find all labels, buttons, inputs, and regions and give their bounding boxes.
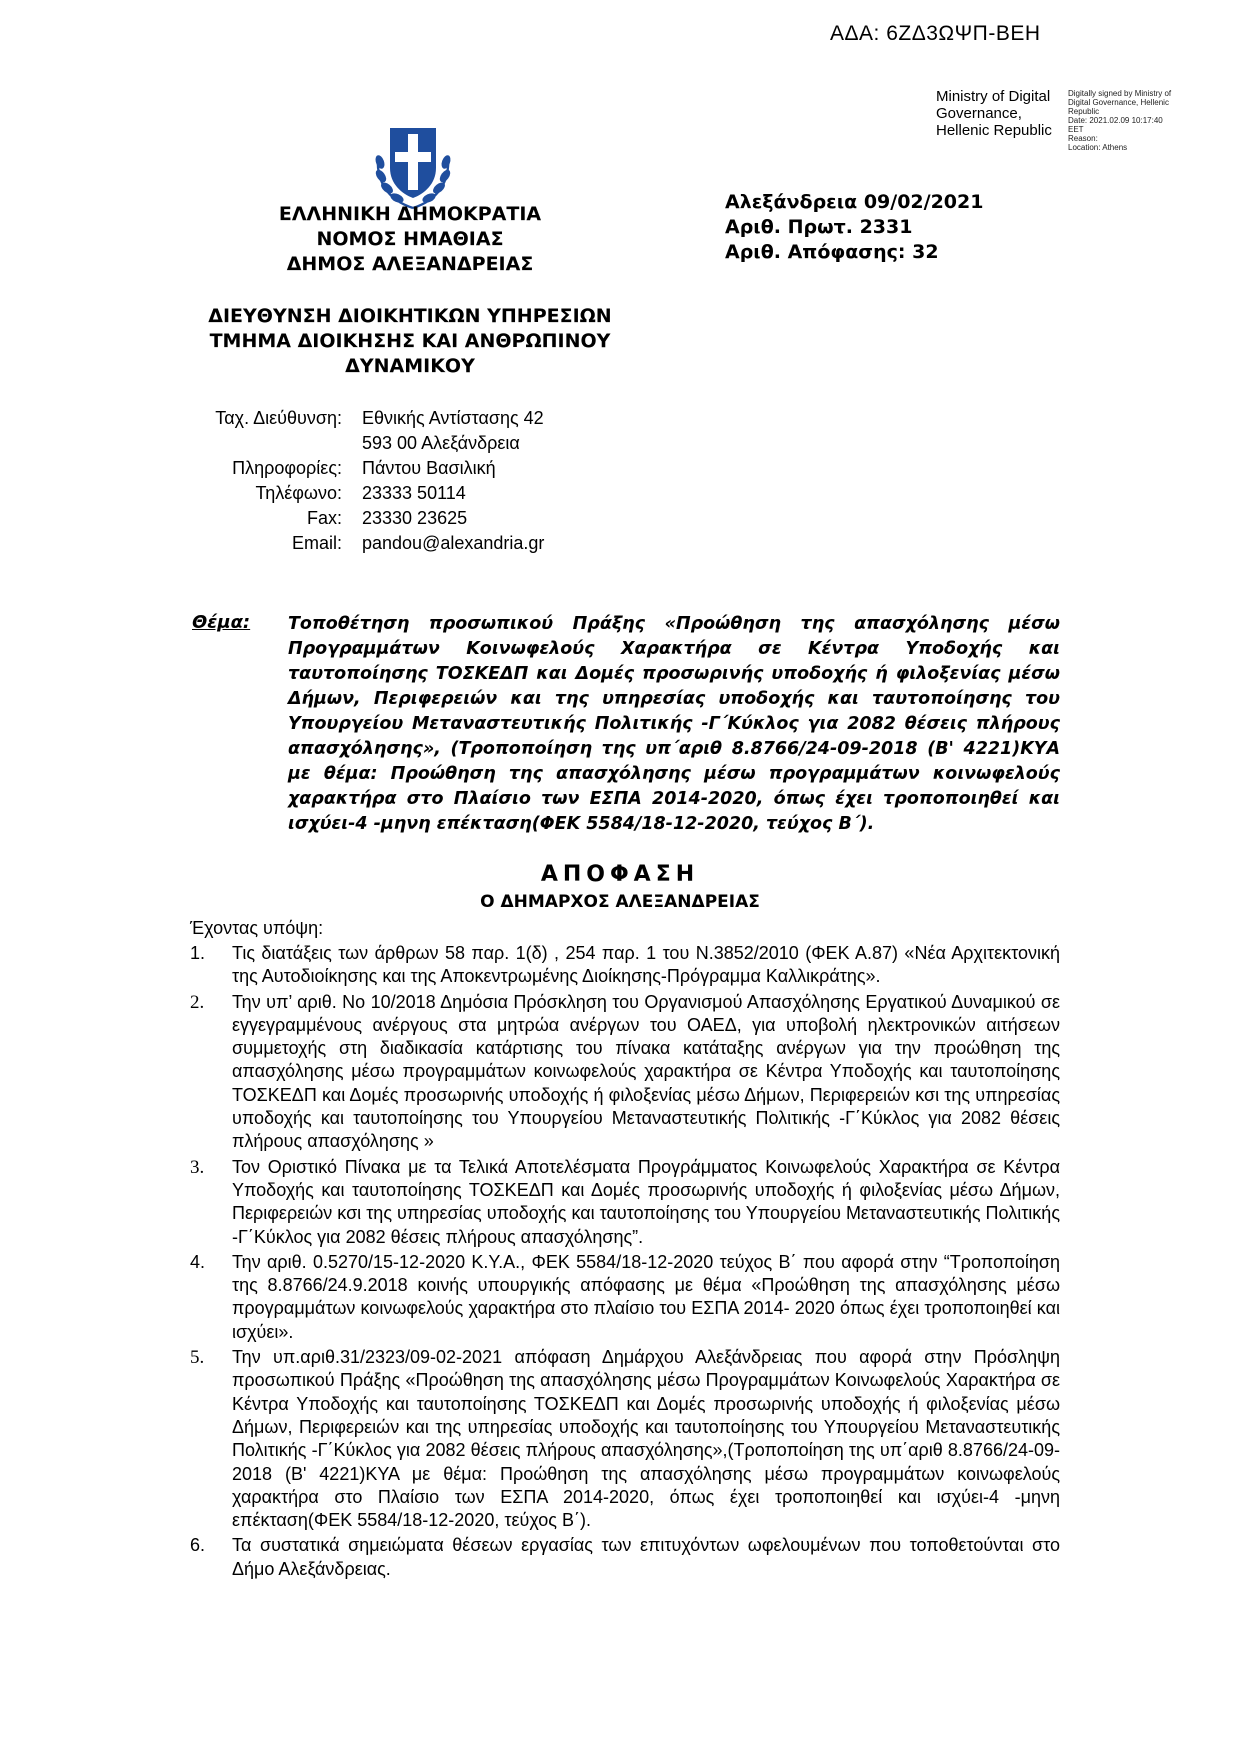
list-item [190,942,1060,989]
signature-name-line: Hellenic Republic [936,122,1052,139]
contact-label: Πληροφορίες: [232,458,342,478]
contact-label: Τηλέφωνο: [255,483,342,503]
list-item [190,1251,1060,1344]
contact-value: 593 00 Αλεξάνδρεια [362,433,520,453]
item-text: Τον Οριστικό Πίνακα με τα Τελικά Αποτελέσματα Προγράμματος Κοινωφελούς Χαρακτήρα σε Κέντρα Υποδοχής και ταυτοποίησης ΤΟΣΚΕΔΠ και Δομές προσωρινής υποδοχής ή φιλοξενίας μέσω Δήμων, Περιφερειών κσι της υπηρεσίας υποδοχής και ταυτοποίησης του Υπουργείου Μεταναστευτικής Πολιτικής -Γ΄Κύκλος για 2082 θέσεις πλήρους απασχόλησης”. [232,1156,1060,1247]
item-number: 1. [190,943,206,963]
contact-row [210,406,612,431]
contact-value: Πάντου Βασιλική [362,458,496,478]
item-number: 6. [190,1535,206,1556]
contact-row [210,456,612,481]
list-item [190,1346,1060,1532]
subject-text: Τοποθέτηση προσωπικού Πράξης «Προώθηση της απασχόλησης μέσω Προγραμμάτων Κοινωφελούς Χαρακτήρα σε Κέντρα Υποδοχής και ταυτοποίησης ΤΟΣΚΕΔΠ και Δομές προσωρινής υποδοχής ή φιλοξενίας μέσω Δήμων, Περιφερειών και της υπηρεσίας υποδοχής και ταυτοποίησης του Υπουργείου Μεταναστευτικής Πολιτικής -Γ΄Κύκλος για 2082 θέσεις πλήρους απασχόλησης», (Τροποποίηση της υπ΄αριθ 8.8766/24-09-2018 (Β' 4221)ΚΥΑ με θέμα: Προώθηση της απασχόλησης μέσω προγραμμάτων κοινωφελούς χαρακτήρα στο Πλαίσιο των ΕΣΠΑ 2014-2020, όπως έχει τροποποιηθεί και ισχύει-4 -μηνη επέκταση(ΦΕΚ 5584/18-12-2020, τεύχος Β΄). [288,614,1060,834]
signature-detail-line: Digital Governance, Hellenic [1068,98,1169,107]
contact-label: Email: [291,533,342,553]
contact-label: Ταχ. Διεύθυνση: [215,408,342,428]
item-number: 4. [190,1251,206,1272]
item-number: 3. [190,1156,205,1178]
contact-row [210,481,612,506]
signature-detail-line: Digitally signed by Ministry of [1068,89,1172,98]
contact-row [210,506,612,531]
list-item [190,1156,1060,1249]
decision-number: Αριθ. Απόφασης: 32 [725,241,939,263]
list-item [190,1534,1060,1581]
contact-value: Εθνικής Αντίστασης 42 [362,408,544,428]
list-item [190,991,1060,1154]
org-line: ΕΛΛΗΝΙΚΗ ΔΗΜΟΚΡΑΤΙΑ [278,203,542,225]
contact-value: 23330 23625 [362,508,468,528]
department-line: ΔΙΕΥΘΥΝΣΗ ΔΙΟΙΚΗΤΙΚΩΝ ΥΠΗΡΕΣΙΩΝ [208,305,612,327]
department-line: ΤΜΗΜΑ ΔΙΟΙΚΗΣΗΣ ΚΑΙ ΑΝΘΡΩΠΙΝΟΥ [209,330,611,352]
item-text: Την αριθ. 0.5270/15-12-2020 Κ.Υ.Α., ΦΕΚ 5584/18-12-2020 τεύχος Β΄ που αφορά στην “Τροποποίηση της 8.8766/24.9.2018 κοινής υπουργικής απόφασης με θέμα «Προώθηση της απασχόλησης μέσω προγραμμάτων κοινωφελούς χαρακτήρα στο πλαίσιο του ΕΣΠΑ 2014- 2020 όπως έχει τροποποιηθεί και ισχύει». [232,1251,1060,1342]
signature-name-line: Governance, [936,105,1022,122]
item-number: 2. [190,991,205,1013]
organization-header [190,202,630,277]
contact-label [210,431,362,456]
ada-code: ΑΔΑ: 6ΖΔ3ΩΨΠ-ΒΕΗ [830,22,1041,45]
item-text: Την υπ’ αριθ. Νο 10/2018 Δημόσια Πρόσκληση του Οργανισμού Απασχόλησης Εργατικού Δυναμικού σε εγγεγραμμένους ανέργους στα μητρώα ανέργων του ΟΑΕΔ, για υποβολή ηλεκτρονικών αιτήσεων συμμετοχής στη διαδικασία κατάρτισης του πίνακα κατάταξης ανέργων για την προώθηση της απασχόλησης μέσω προγραμμάτων κοινωφελούς χαρακτήρα σε Κέντρα Υποδοχής και ταυτοποίησης ΤΟΣΚΕΔΠ και Δομές προσωρινής υποδοχής ή φιλοξενίας μέσω Δήμων, Περιφερειών κσι της υπηρεσίας υποδοχής και ταυτοποίησης του Υπουργείου Μεταναστευτικής Πολιτικής -Γ΄Κύκλος για 2082 θέσεις πλήρους απασχόλησης » [232,991,1060,1152]
item-text: Τις διατάξεις των άρθρων 58 παρ. 1(δ) , 254 παρ. 1 του Ν.3852/2010 (ΦΕΚ Α.87) «Νέα Αρχιτεκτονική της Αυτοδιοίκησης και της Αποκεντρωμένης Διοίκησης-Πρόγραμμα Καλλικράτης». [232,943,1060,987]
subject-label: Θέμα: [192,612,251,633]
digital-signature-details [1068,89,1208,152]
signature-name-line: Ministry of Digital [936,88,1051,105]
item-text: Την υπ.αριθ.31/2323/09-02-2021 απόφαση Δημάρχου Αλεξάνδρειας που αφορά στην Πρόσληψη προσωπικού Πράξης «Προώθηση της απασχόλησης μέσω Προγραμμάτων Κοινωφελούς Χαρακτήρα σε Κέντρα Υποδοχής και ταυτοποίησης ΤΟΣΚΕΔΠ και Δομές προσωρινής υποδοχής ή φιλοξενίας μέσω Δήμων, Περιφερειών και της υπηρεσίας υποδοχής και ταυτοποίησης του Υπουργείου Μεταναστευτικής Πολιτικής -Γ΄Κύκλος για 2082 θέσεις πλήρους απασχόλησης»,(Τροποποίηση της υπ΄αριθ 8.8766/24-09-2018 (Β' 4221)ΚΥΑ με θέμα: Προώθηση της απασχόλησης μέσω προγραμμάτων κοινωφελούς χαρακτήρα στο Πλαίσιο των ΕΣΠΑ 2014-2020, όπως έχει τροποποιηθεί και ισχύει-4 -μηνη επέκταση(ΦΕΚ 5584/18-12-2020, τεύχος Β΄). [232,1347,1060,1531]
document-date: Αλεξάνδρεια 09/02/2021 [725,191,984,213]
decision-title: ΑΠΟΦΑΣΗ [540,862,700,887]
item-number: 5. [190,1347,205,1369]
greek-coat-of-arms-emblem [368,118,458,212]
mayor-heading: Ο ΔΗΜΑΡΧΟΣ ΑΛΕΞΑΝΔΡΕΙΑΣ [480,892,760,912]
signature-detail-line: Reason: [1068,134,1098,143]
contact-info [210,406,612,556]
contact-label: Fax: [306,508,342,528]
considerations-list [190,942,1060,1583]
org-line: ΝΟΜΟΣ ΗΜΑΘΙΑΣ [316,228,504,250]
digital-signature-name [936,88,1052,139]
document-meta [725,190,983,265]
signature-detail-line: Date: 2021.02.09 10:17:40 [1068,116,1163,125]
item-text: Τα συστατικά σημειώματα θέσεων εργασίας των επιτυχόντων ωφελουμένων που τοποθετούνται στο Δήμο Αλεξάνδρειας. [232,1535,1060,1579]
department-line: ΔΥΝΑΜΙΚΟΥ [345,355,475,377]
protocol-number: Αριθ. Πρωτ. 2331 [725,216,913,238]
contact-row [210,531,612,556]
signature-detail-line: EET [1068,125,1084,134]
contact-value: pandou@alexandria.gr [362,533,545,553]
signature-detail-line: Republic [1068,107,1100,116]
org-line: ΔΗΜΟΣ ΑΛΕΞΑΝΔΡΕΙΑΣ [286,253,534,275]
contact-value: 23333 50114 [362,483,466,503]
signature-detail-line: Location: Athens [1068,143,1128,152]
department-header [190,304,630,379]
considering-label: Έχοντας υπόψη: [190,918,324,938]
contact-row [210,431,612,456]
